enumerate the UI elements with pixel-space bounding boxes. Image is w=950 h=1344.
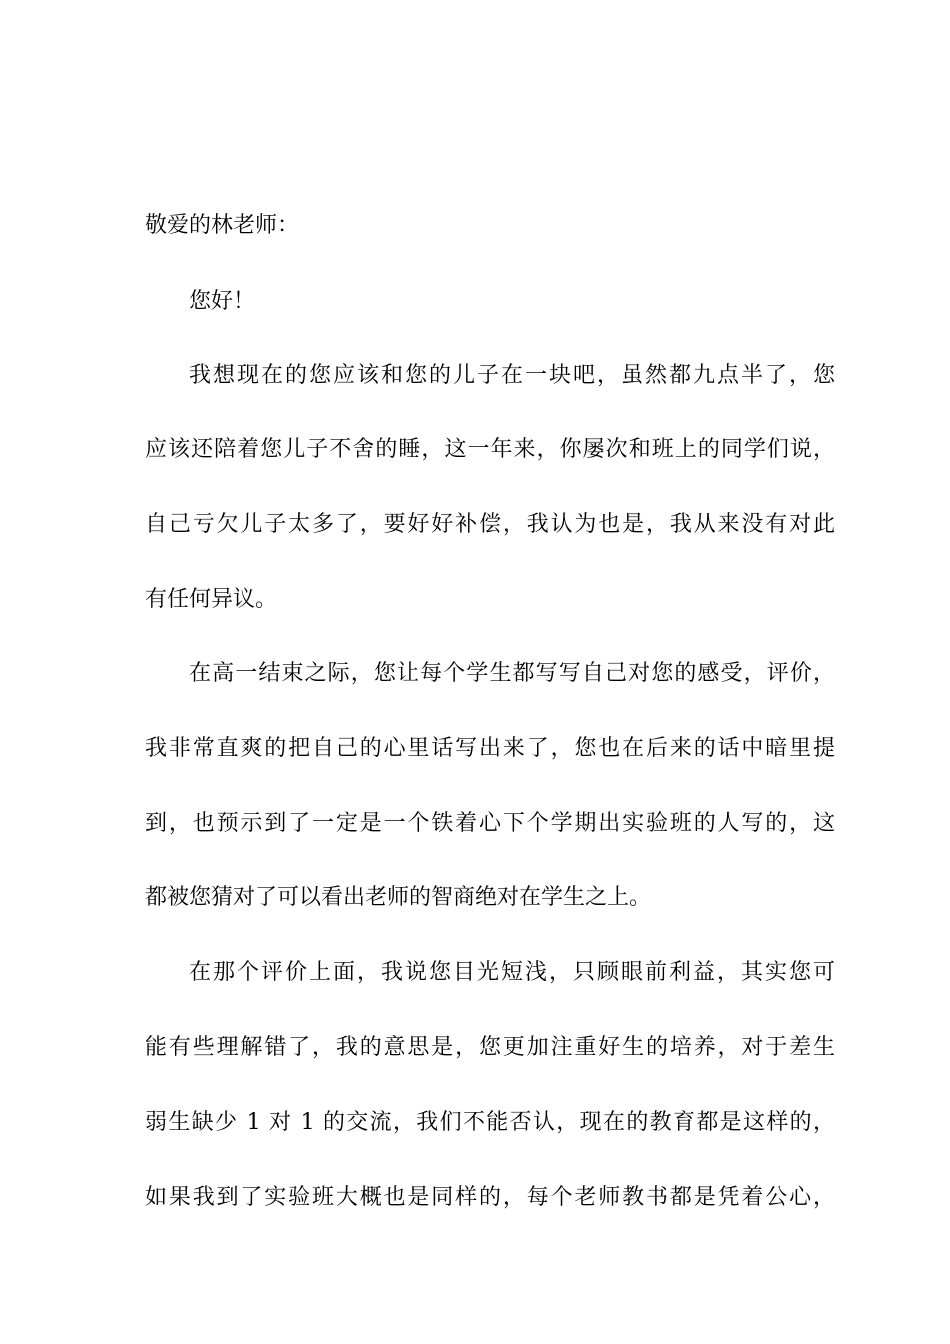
paragraph-1-line: 自己亏欠儿子太多了，要好好补偿，我认为也是，我从来没有对此 — [145, 512, 835, 537]
paragraph-3-line: 能有些理解错了，我的意思是，您更加注重好生的培养，对于差生 — [145, 1035, 835, 1060]
paragraph-3-line: 在那个评价上面，我说您目光短浅，只顾眼前利益，其实您可 — [189, 960, 835, 985]
paragraph-3-line: 如果我到了实验班大概也是同样的，每个老师教书都是凭着公心， — [145, 1185, 835, 1210]
paragraph-2-line: 到，也预示到了一定是一个铁着心下个学期出实验班的人写的，这 — [145, 811, 835, 836]
salutation: 敬爱的林老师： — [145, 213, 300, 238]
paragraph-1-line: 应该还陪着您儿子不舍的睡，这一年来，你屡次和班上的同学们说， — [145, 437, 835, 462]
paragraph-2-line: 在高一结束之际，您让每个学生都写写自己对您的感受，评价， — [189, 661, 835, 686]
greeting: 您好！ — [189, 289, 256, 314]
paragraph-1-line: 有任何异议。 — [145, 587, 278, 612]
paragraph-3-line: 弱生缺少 1 对 1 的交流，我们不能否认，现在的教育都是这样的， — [145, 1110, 835, 1135]
paragraph-1-line: 我想现在的您应该和您的儿子在一块吧，虽然都九点半了，您 — [189, 363, 835, 388]
paragraph-2-line: 我非常直爽的把自己的心里话写出来了，您也在后来的话中暗里提 — [145, 736, 835, 761]
paragraph-2-line: 都被您猜对了可以看出老师的智商绝对在学生之上。 — [145, 885, 652, 910]
